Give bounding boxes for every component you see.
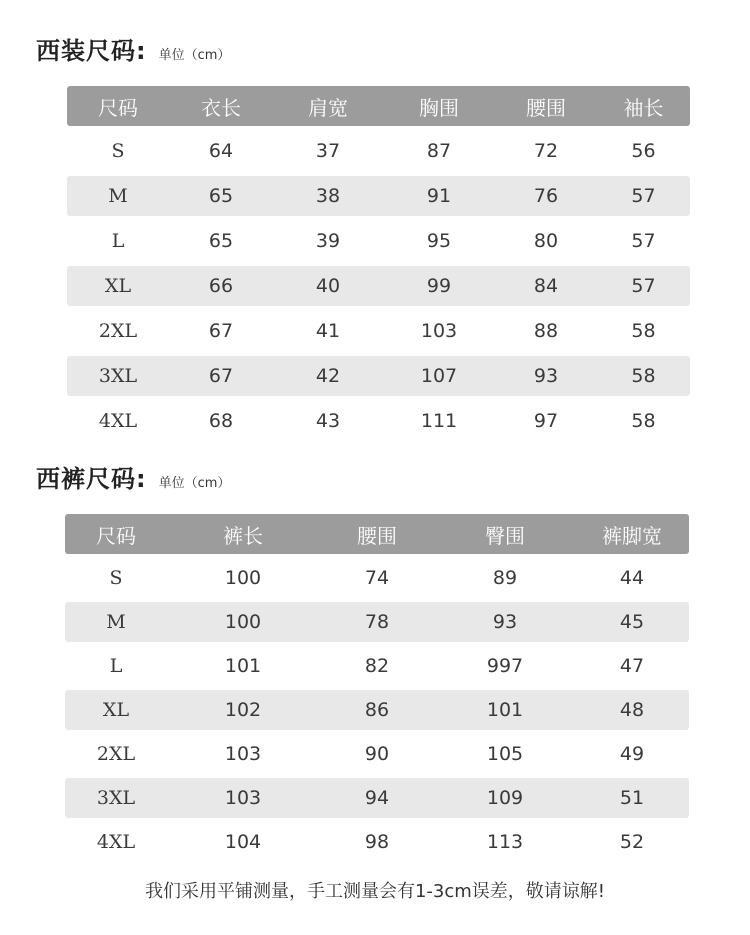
table-cell: 48 [619,699,645,721]
table-cell: 57 [631,230,656,252]
table-cell: 84 [533,275,559,297]
table-cell: 64 [208,140,234,162]
table-cell: 37 [315,140,341,162]
table-row [67,311,690,351]
table-row [65,822,689,862]
size-cell: S [111,140,125,162]
table-cell: 57 [631,185,656,207]
size-cell: 3XL [96,787,136,809]
header-cell: 尺码 [98,95,138,120]
table-cell: 111 [420,410,458,432]
table-row [67,356,690,396]
size-cell: 2XL [98,320,138,342]
table-cell: 44 [619,567,645,589]
table-cell: 997 [486,655,524,677]
table-cell: 56 [631,140,656,162]
size-cell: L [111,230,125,252]
suit-title: 西装尺码: [36,37,147,65]
header-cell: 尺码 [96,523,136,548]
table-cell: 52 [619,831,645,853]
table-cell: 99 [426,275,452,297]
size-cell: M [108,185,128,207]
table-cell: 58 [631,320,656,342]
table-row [67,131,690,171]
pants-title: 西裤尺码: [36,465,147,493]
table-cell: 49 [619,743,645,765]
table-cell: 102 [224,699,262,721]
table-row [65,734,689,774]
size-cell: XL [104,275,132,297]
table-cell: 86 [364,699,390,721]
measurement-note: 我们采用平铺测量，手工测量会有1-3cm误差，敬请谅解! [144,881,606,902]
table-cell: 74 [364,567,390,589]
table-cell: 105 [486,743,524,765]
table-cell: 113 [486,831,524,853]
table-cell: 89 [492,567,518,589]
table-row [67,176,690,216]
size-cell: 2XL [96,743,136,765]
size-cell: S [109,567,123,589]
suit-unit: 单位（cm） [158,48,231,63]
header-cell: 腰围 [526,95,566,120]
table-cell: 98 [364,831,390,853]
table-cell: 65 [208,185,234,207]
table-cell: 78 [364,611,390,633]
table-cell: 76 [533,185,559,207]
table-cell: 88 [533,320,559,342]
table-cell: 57 [631,275,656,297]
table-cell: 91 [426,185,452,207]
size-cell: L [109,655,123,677]
table-row [67,221,690,261]
table-cell: 100 [224,567,262,589]
table-cell: 87 [426,140,452,162]
table-cell: 103 [420,320,458,342]
table-cell: 43 [315,410,341,432]
table-cell: 40 [315,275,341,297]
table-cell: 101 [224,655,262,677]
size-cell: 4XL [96,831,136,853]
table-cell: 80 [533,230,559,252]
table-cell: 67 [208,320,234,342]
table-cell: 65 [208,230,234,252]
table-cell: 68 [208,410,234,432]
size-cell: XL [102,699,130,721]
table-cell: 42 [315,365,341,387]
table-cell: 47 [619,655,645,677]
table-cell: 72 [533,140,559,162]
table-row [65,646,689,686]
table-cell: 90 [364,743,390,765]
table-row [65,690,689,730]
table-cell: 45 [619,611,645,633]
table-cell: 38 [315,185,341,207]
header-cell: 裤长 [223,523,263,548]
table-row [65,558,689,598]
table-cell: 107 [420,365,458,387]
table-row [65,778,689,818]
header-cell: 袖长 [623,95,664,120]
table-cell: 103 [224,743,262,765]
table-cell: 82 [364,655,390,677]
pants-unit: 单位（cm） [158,476,231,491]
table-cell: 41 [315,320,341,342]
table-cell: 97 [533,410,559,432]
pants-size-table [65,514,689,862]
table-cell: 95 [426,230,452,252]
table-cell: 101 [486,699,524,721]
header-cell: 胸围 [419,95,459,120]
table-cell: 51 [619,787,645,809]
table-cell: 100 [224,611,262,633]
table-cell: 58 [631,365,656,387]
pants-table-header [65,514,689,554]
table-cell: 109 [486,787,524,809]
pants-section-title [36,459,230,494]
suit-size-table [67,86,690,441]
suit-table-header [67,86,690,126]
table-cell: 93 [492,611,518,633]
table-row [67,266,690,306]
table-cell: 103 [224,787,262,809]
table-cell: 66 [208,275,234,297]
header-cell: 裤脚宽 [602,523,662,548]
suit-section-title [36,31,230,66]
header-cell: 衣长 [201,95,241,120]
table-cell: 39 [315,230,341,252]
size-cell: 4XL [98,410,138,432]
header-cell: 肩宽 [308,95,348,120]
size-cell: 3XL [98,365,138,387]
header-cell: 腰围 [357,523,397,548]
table-row [67,401,690,441]
size-cell: M [106,611,126,633]
table-cell: 94 [364,787,390,809]
table-cell: 58 [631,410,656,432]
header-cell: 臀围 [485,523,525,548]
table-row [65,602,689,642]
table-cell: 67 [208,365,234,387]
table-cell: 104 [224,831,262,853]
table-cell: 93 [533,365,559,387]
